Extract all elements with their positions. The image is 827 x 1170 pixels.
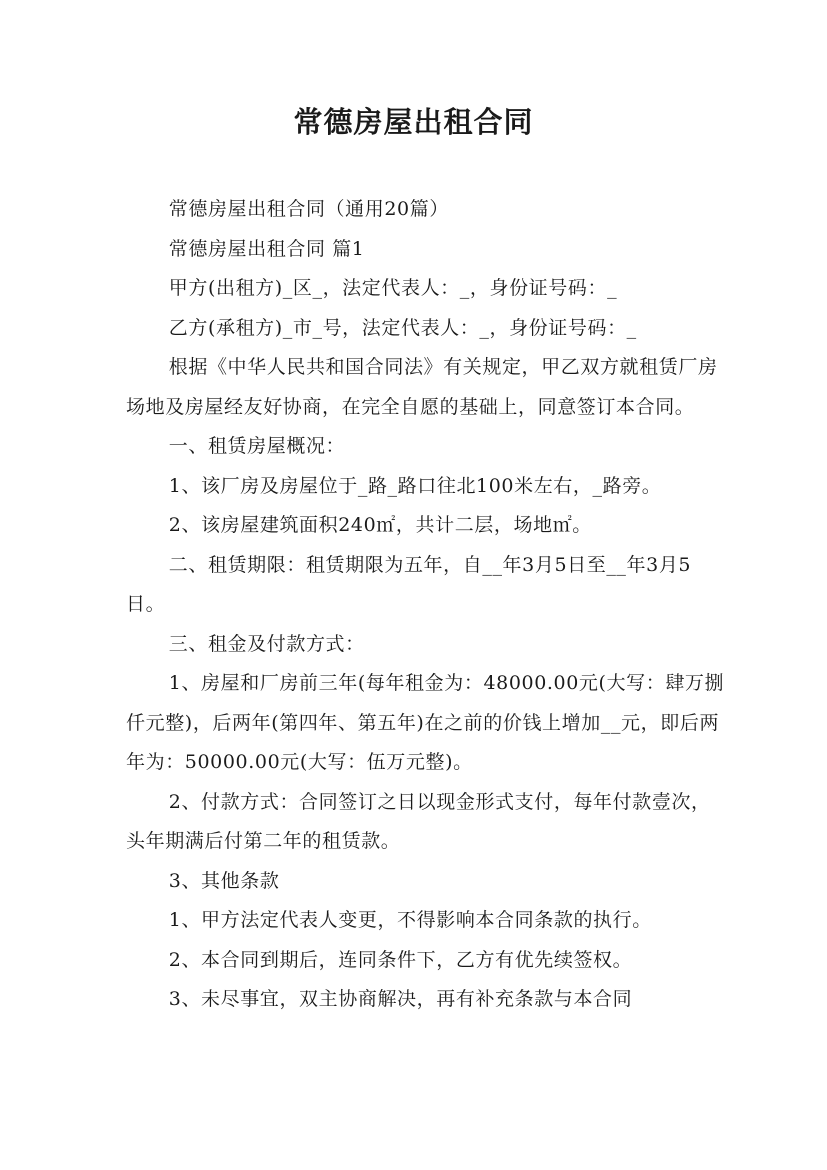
paragraph-chapter-heading: 常德房屋出租合同 篇1 [168,237,365,260]
document-title: 常德房屋出租合同 [293,105,534,139]
paragraph-contract-subtitle: 常德房屋出租合同（通用20篇） [168,198,449,220]
document-body [126,190,726,1020]
paragraph-party-b: 乙方(承租方)_市_号，法定代表人：_，身份证号码：_ [168,316,637,339]
paragraph-party-a: 甲方(出租方)_区_，法定代表人：_，身份证号码：_ [168,277,618,299]
paragraph-section-1-item-2: 2、该房屋建筑面积240㎡，共计二层，场地㎡。 [168,514,592,536]
paragraph-section-3-item-2: 2、付款方式：合同签订之日以现金形式支付，每年付款壹次，头年期满后付第二年的租赁款。 [126,790,711,852]
paragraph-section-1-heading: 一、租赁房屋概况： [168,435,346,457]
paragraph-section-3-heading: 三、租金及付款方式： [168,632,365,655]
paragraph-section-2: 二、租赁期限：租赁期限为五年，自__年3月5日至__年3月5日。 [126,553,692,615]
paragraph-preamble: 根据《中华人民共和国合同法》有关规定，甲乙双方就租赁厂房场地及房屋经友好协商，在完全自愿的基础上，同意签订本合同。 [126,356,718,418]
paragraph-other-terms-heading: 3、其他条款 [168,869,280,892]
paragraph-other-terms-item-2: 2、本合同到期后，连同条件下，乙方有优先续签权。 [168,948,633,971]
paragraph-section-3-item-1: 1、房屋和厂房前三年(每年租金为：48000.00元(大写：肆万捌仟元整)，后两年(第四年、第五年)在之前的价钱上增加__元，即后两年为：50000.00元(大写：伍万元整)。 [126,672,725,773]
paragraph-other-terms-item-3: 3、未尽事宜，双主协商解决，再有补充条款与本合同 [168,988,633,1010]
paragraph-section-1-item-1: 1、该厂房及房屋位于_路_路口往北100米左右，_路旁。 [168,474,662,497]
paragraph-other-terms-item-1: 1、甲方法定代表人变更，不得影响本合同条款的执行。 [168,909,652,931]
